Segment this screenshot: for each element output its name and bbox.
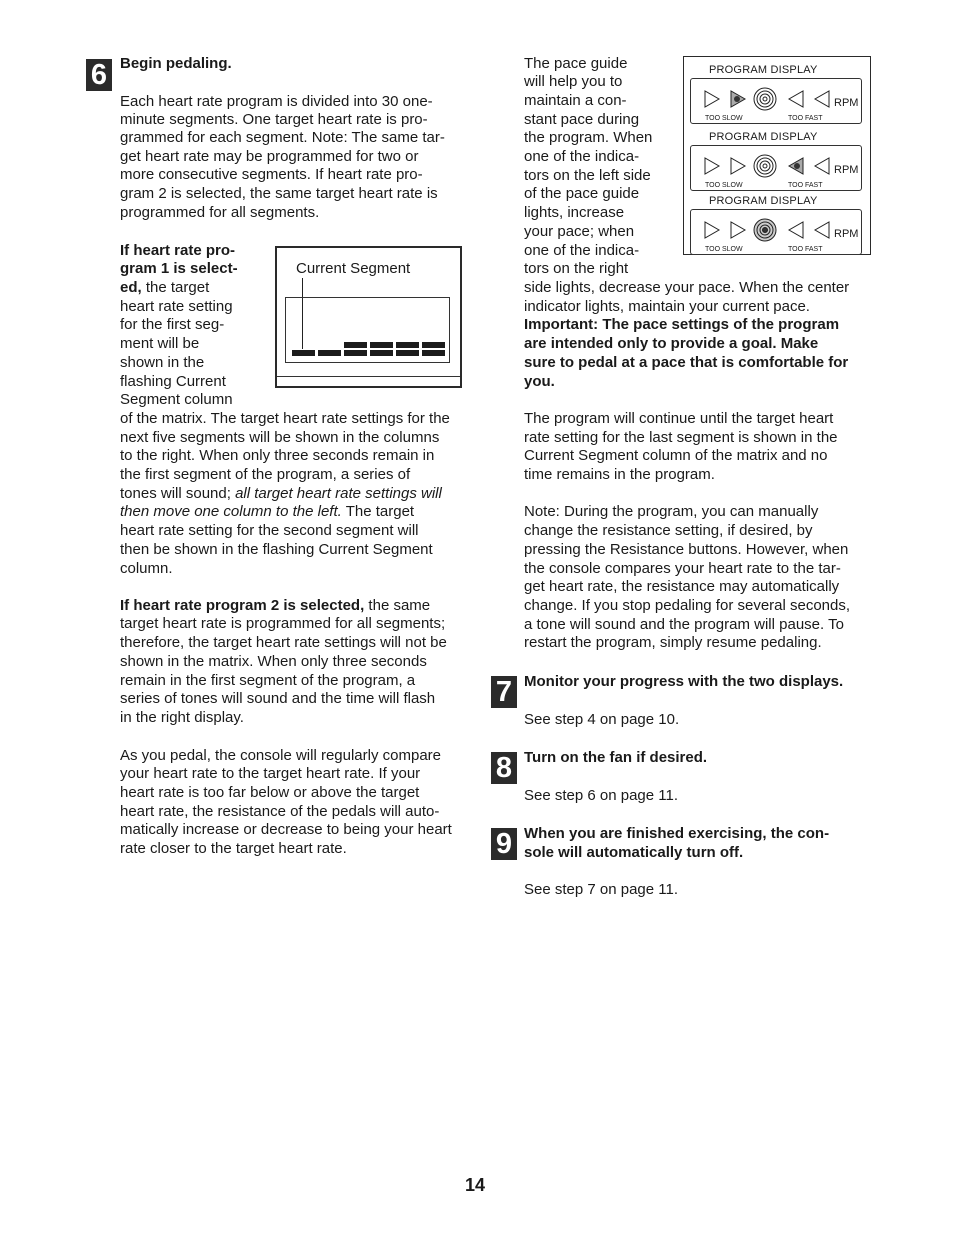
page-number: 14 [465, 1175, 486, 1195]
matrix-cell [344, 350, 367, 356]
step-8-body: See step 6 on page 11. [524, 787, 679, 804]
step-9-title-line-2: sole will automatically turn off. [524, 844, 744, 861]
step-6-number: 6 [86, 59, 112, 91]
too-fast-label: TOO FAST [788, 182, 823, 189]
too-slow-label: TOO SLOW [705, 182, 743, 189]
rpm-label: RPM [834, 97, 859, 109]
program-display-illustration [683, 56, 871, 255]
step-6-title: Begin pedaling. [120, 55, 232, 72]
current-segment-label: Current Segment [296, 260, 411, 277]
step-9-body: See step 7 on page 11. [524, 881, 679, 898]
rpm-label: RPM [834, 164, 859, 176]
matrix-display-illustration [275, 246, 462, 388]
step-8-title: Turn on the fan if desired. [524, 749, 708, 766]
step-7-title: Monitor your progress with the two displays. [524, 673, 844, 690]
matrix-cell [318, 350, 341, 356]
matrix-cell [396, 342, 419, 348]
too-slow-label: TOO SLOW [705, 115, 743, 122]
rpm-label: RPM [834, 228, 859, 240]
too-fast-label: TOO FAST [788, 246, 823, 253]
program-display-title: PROGRAM DISPLAY [709, 131, 818, 143]
matrix-cell [292, 350, 315, 356]
step-9-number: 9 [491, 828, 517, 860]
matrix-cell [396, 350, 419, 356]
step-9-title-line-1: When you are finished exercising, the con- [524, 825, 830, 842]
too-fast-label: TOO FAST [788, 115, 823, 122]
matrix-cell [370, 342, 393, 348]
matrix-cell [370, 350, 393, 356]
too-slow-label: TOO SLOW [705, 246, 743, 253]
matrix-cell [422, 342, 445, 348]
matrix-cell [422, 350, 445, 356]
step-7-number: 7 [491, 676, 517, 708]
program-display-title: PROGRAM DISPLAY [709, 195, 818, 207]
matrix-cell [344, 342, 367, 348]
pace-guide-row-slow [690, 78, 862, 124]
matrix-divider [277, 376, 460, 377]
step-7-body: See step 4 on page 10. [524, 711, 680, 728]
pace-guide-row-center [690, 209, 862, 255]
step-8-number: 8 [491, 752, 517, 784]
program-display-title: PROGRAM DISPLAY [709, 64, 818, 76]
matrix-grid [285, 297, 450, 363]
pace-guide-row-fast [690, 145, 862, 191]
